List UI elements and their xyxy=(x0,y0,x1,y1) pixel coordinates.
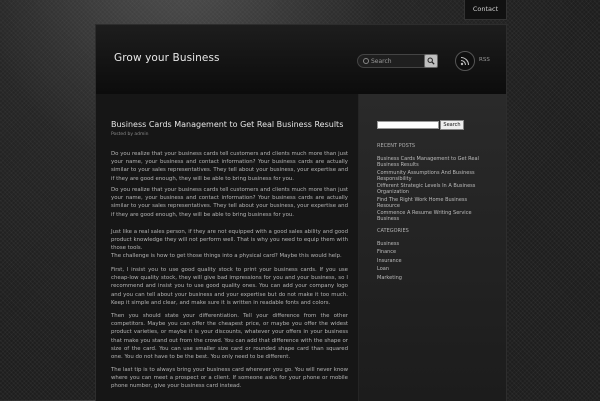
recent-posts-heading: RECENT POSTS xyxy=(377,143,416,149)
rss-icon[interactable] xyxy=(455,51,475,71)
categories-list xyxy=(377,241,487,283)
header-search-button[interactable] xyxy=(424,54,438,68)
main-content xyxy=(96,94,359,401)
header-search-input[interactable] xyxy=(371,55,421,67)
recent-post-link[interactable]: Find The Right Work Home Business Resource xyxy=(377,196,468,209)
post-paragraph-1: Do you realize that your business cards tell customers and clients much more than just your name, your business and contact information? Your business cards are actually similar to your sales representatives. They tell about your business, your expertise and if they are good enough, they will be able to bring business for you. xyxy=(111,151,348,182)
post-paragraph-4: The challenge is how to get those things into a physical card? Maybe this would help. xyxy=(111,253,342,259)
top-nav xyxy=(464,0,507,20)
post-paragraph-3: Just like a real sales person, if they are not equipped with a good sales ability and good product knowledge they will not perform well. That is why you need to equip them with those tools. xyxy=(111,229,348,252)
search-icon xyxy=(363,58,369,64)
page-wrapper xyxy=(95,24,507,401)
recent-post-link[interactable]: Community Assumptions And Business Responsibility xyxy=(377,169,475,182)
magnifier-icon xyxy=(427,57,435,65)
post-paragraph-7: The last tip is to always bring your business card wherever you go. You will never know where you can meet a prospect or a client. If someone asks for your phone or mobile phone number, give your business card instead. xyxy=(111,367,348,390)
category-link[interactable]: Insurance xyxy=(377,257,402,264)
post-meta: Posted by admin xyxy=(111,132,149,137)
category-link[interactable]: Finance xyxy=(377,249,397,256)
rss-label[interactable]: RSS xyxy=(479,57,490,63)
post-paragraph-2: Do you realize that your business cards tell customers and clients much more than just your name, your business and contact information? Your business cards are actually similar to your sales representatives. They tell about your business, your expertise and if they are good enough, they will be able to bring business for you. xyxy=(111,187,348,218)
recent-post-link[interactable]: Business Cards Management to Get Real Business Results xyxy=(377,156,479,168)
sidebar xyxy=(359,94,506,401)
sidebar-search-button[interactable]: Search xyxy=(440,120,464,130)
recent-post-link[interactable]: Commence A Resume Writing Service Business xyxy=(377,210,472,223)
recent-post-link[interactable]: Different Strategic Levels In A Business Organization xyxy=(377,183,476,196)
contact-link[interactable]: Contact xyxy=(472,5,499,13)
sidebar-search-input[interactable] xyxy=(377,121,439,129)
categories-heading: CATEGORIES xyxy=(377,228,409,234)
recent-posts-list xyxy=(377,156,487,224)
post-paragraph-5: First, I insist you to use good quality stock to print your business cards. If you use cheap-low quality stock, they will give bad impressions for you and your business, so I recommend and insist you to use good quality ones. You can add your company logo and you can tell about your business and your expertise but do not make it too much. Keep it simple and clear, and make sure it is written in readable fonts and colors. xyxy=(111,267,348,306)
site-header xyxy=(96,25,506,94)
category-link[interactable]: Loan xyxy=(377,266,389,273)
post-paragraph-6: Then you should state your differentiation. Tell your difference from the other competitors. Maybe you can offer the cheapest price, or maybe you offer the widest product varieties, or maybe it is your discounts, whatever your offers in your business that make you stand out from the crowd. You can add that difference with the shape or size of the card. You can use smaller size card or rounded shape card than squared one. You do not have to be the best. You only need to be different. xyxy=(111,313,348,361)
category-link[interactable]: Business xyxy=(377,241,400,247)
site-title[interactable]: Grow your Business xyxy=(114,52,220,64)
post-title[interactable]: Business Cards Management to Get Real Business Results xyxy=(111,120,344,129)
category-link[interactable]: Marketing xyxy=(377,274,402,281)
